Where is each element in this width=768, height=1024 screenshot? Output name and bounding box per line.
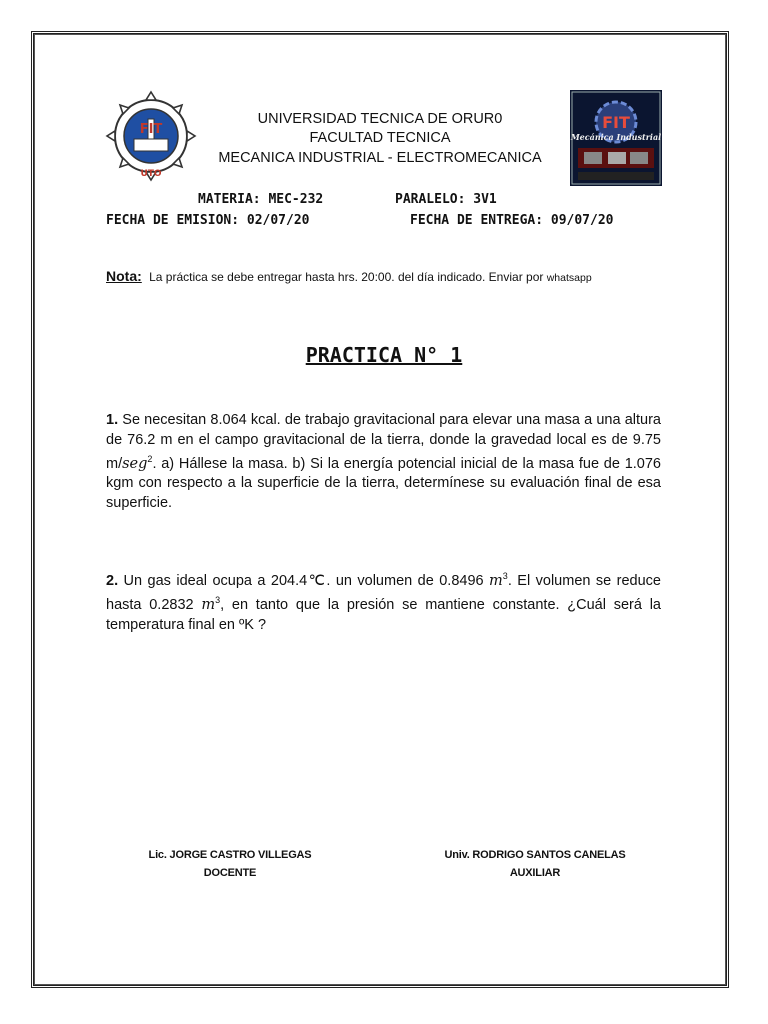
nota-label: Nota:: [106, 268, 142, 284]
auxiliar-role: AUXILIAR: [509, 867, 561, 879]
problem-2: 2. Un gas ideal ocupa a 204.4℃. un volumen de 0.8496 $m^3$. El volumen se reduce hasta 0.2832 $m^3$, en tanto que la presión se mantiene constante. ¿Cuál será la temperatura final en ºK ?: [106, 571, 661, 633]
university-name: UNIVERSIDAD TECNICA DE ORUR0: [257, 111, 503, 127]
university-gear-logo: [104, 89, 198, 183]
nota: [106, 268, 592, 284]
logo-fit-text: FIT: [139, 122, 163, 137]
logo-uto-text: UTO: [140, 169, 162, 179]
fecha-entrega: FECHA DE ENTREGA: 09/07/20: [410, 213, 614, 228]
nota-whatsapp: whatsapp: [546, 272, 592, 284]
problem-1: 1. Se necesitan 8.064 kcal. de trabajo gravitacional para elevar una masa a una altura de 76.2 m en el campo gravitacional de la tierra, donde la gravedad local es de 9.75 m/seg$^2$. a) Hállese la masa. b) Si la energía potencial inicial de la masa fue de 1.076 kgm con respecto a la superficie de la tierra, determínese su evaluación final de esa superficie.: [106, 412, 661, 511]
fecha-emision: FECHA DE EMISION: 02/07/20: [106, 213, 310, 228]
docente-role: DOCENTE: [203, 867, 257, 879]
right-logo-caption: Mecánica Industrial: [570, 132, 662, 142]
paralelo: PARALELO: 3V1: [395, 192, 497, 207]
docente-name: Lic. JORGE CASTRO VILLEGAS: [148, 849, 312, 861]
right-logo-fit: FIT: [602, 113, 630, 132]
faculty-name: FACULTAD TECNICA: [309, 130, 451, 146]
materia: MATERIA: MEC-232: [198, 192, 324, 207]
signature-docente: [100, 846, 360, 882]
nota-text: La práctica se debe entregar hasta hrs. 20:00. del día indicado. Enviar por: [149, 270, 544, 284]
page-title: PRACTICA N° 1: [305, 343, 463, 367]
department-name: MECANICA INDUSTRIAL - ELECTROMECANICA: [218, 150, 542, 166]
problem-1-number: 1.: [106, 412, 119, 428]
signature-auxiliar: [405, 846, 665, 882]
auxiliar-name: Univ. RODRIGO SANTOS CANELAS: [444, 849, 626, 861]
mecanica-industrial-logo: [570, 90, 662, 186]
problem-2-number: 2.: [106, 572, 119, 589]
